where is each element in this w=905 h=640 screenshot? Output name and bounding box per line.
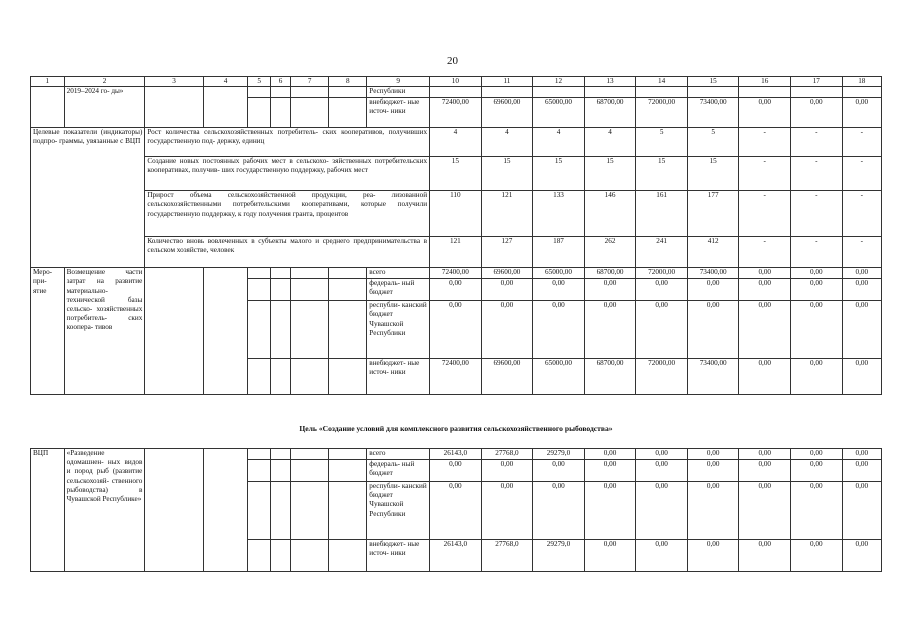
value-cell: -: [739, 237, 791, 268]
empty-cell: [203, 268, 248, 395]
value-cell: 68700,00: [584, 98, 636, 128]
empty-cell: [329, 87, 367, 98]
target-row: [31, 191, 882, 237]
value-cell: 0,00: [481, 279, 533, 301]
value-cell: 0,00: [739, 540, 791, 572]
value-cell: 0,00: [842, 540, 881, 572]
empty-cell: [270, 87, 290, 98]
value-cell: 73400,00: [687, 359, 739, 395]
value-cell: 72400,00: [430, 359, 482, 395]
value-cell: 26143,0: [430, 449, 482, 460]
value-cell: 0,00: [481, 301, 533, 359]
empty-cell: [291, 359, 329, 395]
value-cell: 127: [481, 237, 533, 268]
empty-cell: [145, 449, 203, 572]
empty-cell: [584, 87, 636, 98]
empty-cell: [481, 87, 533, 98]
column-number-cell: 12: [533, 77, 585, 87]
value-cell: 0,00: [842, 301, 881, 359]
column-number-cell: 4: [203, 77, 248, 87]
value-cell: 72400,00: [430, 98, 482, 128]
value-cell: 0,00: [636, 540, 688, 572]
empty-cell: [270, 540, 290, 572]
value-cell: 0,00: [584, 460, 636, 482]
value-cell: 0,00: [739, 301, 791, 359]
target-indicator-cell: Прирост объема сельскохозяйственной продукции, реа- лизованной сельскохозяйственными потребительскими кооперативами, которые получили государственную поддержку, к году получения гранта, процентов: [145, 191, 430, 237]
value-cell: 15: [533, 157, 585, 191]
value-cell: 5: [636, 128, 688, 157]
empty-cell: [329, 359, 367, 395]
value-cell: 0,00: [533, 460, 585, 482]
value-cell: -: [791, 128, 843, 157]
value-cell: 121: [481, 191, 533, 237]
value-cell: 0,00: [533, 279, 585, 301]
value-cell: 4: [430, 128, 482, 157]
empty-cell: [636, 87, 688, 98]
header-row: [31, 77, 882, 87]
value-cell: 177: [687, 191, 739, 237]
value-cell: 27768,0: [481, 449, 533, 460]
value-cell: 133: [533, 191, 585, 237]
value-cell: 65000,00: [533, 359, 585, 395]
value-cell: 0,00: [636, 279, 688, 301]
empty-cell: [533, 87, 585, 98]
value-cell: 15: [584, 157, 636, 191]
value-cell: 0,00: [739, 279, 791, 301]
value-cell: 15: [636, 157, 688, 191]
value-cell: 0,00: [636, 449, 688, 460]
value-cell: 0,00: [842, 98, 881, 128]
value-cell: 0,00: [584, 482, 636, 540]
value-cell: 0,00: [739, 482, 791, 540]
table-row: [31, 87, 882, 98]
empty-cell: [329, 98, 367, 128]
value-cell: 0,00: [584, 301, 636, 359]
value-cell: 69600,00: [481, 98, 533, 128]
empty-cell: [145, 87, 203, 128]
value-cell: 0,00: [636, 301, 688, 359]
value-cell: 0,00: [739, 449, 791, 460]
value-cell: 0,00: [791, 449, 843, 460]
value-cell: 0,00: [584, 449, 636, 460]
value-cell: 72000,00: [636, 98, 688, 128]
empty-cell: [248, 482, 270, 540]
empty-cell: [329, 540, 367, 572]
value-cell: 65000,00: [533, 268, 585, 279]
empty-cell: [430, 87, 482, 98]
empty-cell: [291, 449, 329, 460]
measure-name-cell: Возмещение части затрат на развитие материально- технической базы сельско- хозяйственных потребитель- ских коопера- тивов: [64, 268, 145, 395]
empty-cell: [329, 482, 367, 540]
column-number-cell: 9: [367, 77, 430, 87]
empty-cell: [291, 482, 329, 540]
target-row: [31, 157, 882, 191]
budget-table-main: [30, 76, 882, 395]
empty-cell: [248, 87, 270, 98]
value-cell: 0,00: [791, 301, 843, 359]
value-cell: 73400,00: [687, 268, 739, 279]
empty-cell: [248, 98, 270, 128]
value-cell: -: [791, 157, 843, 191]
column-number-cell: 15: [687, 77, 739, 87]
value-cell: 0,00: [687, 301, 739, 359]
empty-cell: [329, 460, 367, 482]
empty-cell: [270, 449, 290, 460]
column-number-cell: 6: [270, 77, 290, 87]
value-cell: 0,00: [791, 540, 843, 572]
value-cell: 110: [430, 191, 482, 237]
empty-cell: [248, 279, 270, 301]
value-cell: 121: [430, 237, 482, 268]
value-cell: 0,00: [533, 301, 585, 359]
page-number: 20: [447, 55, 458, 67]
empty-cell: [248, 540, 270, 572]
value-cell: 68700,00: [584, 268, 636, 279]
value-cell: 0,00: [687, 482, 739, 540]
funding-row: [31, 268, 882, 279]
funding-row: [31, 449, 882, 460]
value-cell: 72000,00: [636, 359, 688, 395]
empty-cell: [329, 279, 367, 301]
value-cell: -: [842, 191, 881, 237]
value-cell: 412: [687, 237, 739, 268]
empty-cell: [270, 482, 290, 540]
value-cell: 68700,00: [584, 359, 636, 395]
targets-label-cell: Целевые показатели (индикаторы) подпро- граммы, увязанные с ВЦП: [31, 128, 145, 268]
funding-source-cell: внебюджет- ные источ- ники: [367, 359, 430, 395]
value-cell: 146: [584, 191, 636, 237]
value-cell: 0,00: [584, 540, 636, 572]
goal-title: Цель «Создание условий для комплексного развития сельскохозяйственного рыбоводства»: [299, 424, 613, 433]
value-cell: 0,00: [687, 460, 739, 482]
value-cell: 65000,00: [533, 98, 585, 128]
value-cell: 0,00: [739, 460, 791, 482]
column-number-cell: 13: [584, 77, 636, 87]
column-number-cell: 11: [481, 77, 533, 87]
funding-source-cell: республи- канский бюджет Чувашской Республики: [367, 301, 430, 359]
value-cell: -: [791, 237, 843, 268]
empty-cell: [791, 87, 843, 98]
value-cell: 262: [584, 237, 636, 268]
value-cell: 0,00: [842, 482, 881, 540]
value-cell: 15: [687, 157, 739, 191]
value-cell: -: [842, 128, 881, 157]
column-number-cell: 2: [64, 77, 145, 87]
empty-cell: [329, 449, 367, 460]
value-cell: 0,00: [636, 460, 688, 482]
value-cell: 0,00: [430, 279, 482, 301]
empty-cell: [248, 268, 270, 279]
value-cell: 0,00: [584, 279, 636, 301]
value-cell: 15: [481, 157, 533, 191]
column-number-cell: 16: [739, 77, 791, 87]
empty-cell: [270, 301, 290, 359]
column-number-cell: 5: [248, 77, 270, 87]
column-number-cell: 10: [430, 77, 482, 87]
funding-source-cell: внебюджет- ные источ- ники: [367, 98, 430, 128]
empty-cell: [270, 268, 290, 279]
empty-cell: [329, 268, 367, 279]
value-cell: 0,00: [481, 460, 533, 482]
target-indicator-cell: Рост количества сельскохозяйственных потребитель- ских кооперативов, получивших государственную под- держку, единиц: [145, 128, 430, 157]
value-cell: 0,00: [739, 359, 791, 395]
value-cell: 5: [687, 128, 739, 157]
value-cell: 0,00: [430, 301, 482, 359]
value-cell: -: [842, 237, 881, 268]
value-cell: -: [739, 191, 791, 237]
empty-cell: [248, 449, 270, 460]
empty-cell: [270, 279, 290, 301]
empty-cell: [687, 87, 739, 98]
value-cell: 0,00: [842, 460, 881, 482]
value-cell: 0,00: [636, 482, 688, 540]
empty-cell: [291, 268, 329, 279]
budget-table-fishery: [30, 448, 882, 572]
value-cell: 69600,00: [481, 359, 533, 395]
value-cell: 0,00: [533, 482, 585, 540]
value-cell: 72000,00: [636, 268, 688, 279]
empty-cell: [203, 87, 248, 128]
value-cell: 0,00: [739, 268, 791, 279]
empty-cell: [248, 359, 270, 395]
empty-cell: [291, 301, 329, 359]
column-number-cell: 3: [145, 77, 203, 87]
value-cell: 241: [636, 237, 688, 268]
empty-cell: [291, 540, 329, 572]
column-number-cell: 7: [291, 77, 329, 87]
value-cell: 27768,0: [481, 540, 533, 572]
empty-cell: [145, 268, 203, 395]
column-number-cell: 1: [31, 77, 65, 87]
value-cell: 0,00: [791, 98, 843, 128]
empty-cell: [842, 87, 881, 98]
target-row: [31, 128, 882, 157]
funding-source-cell: республи- канский бюджет Чувашской Республики: [367, 482, 430, 540]
value-cell: 15: [430, 157, 482, 191]
value-cell: 0,00: [791, 268, 843, 279]
funding-source-cell: всего: [367, 449, 430, 460]
empty-cell: [248, 301, 270, 359]
column-number-cell: 18: [842, 77, 881, 87]
empty-cell: [270, 460, 290, 482]
vcp-label-cell: ВЦП: [31, 449, 65, 572]
value-cell: 0,00: [791, 460, 843, 482]
value-cell: 0,00: [791, 359, 843, 395]
value-cell: 0,00: [791, 482, 843, 540]
measure-label-cell: Меро- при- ятие: [31, 268, 65, 395]
value-cell: -: [791, 191, 843, 237]
value-cell: -: [842, 157, 881, 191]
value-cell: 73400,00: [687, 98, 739, 128]
empty-cell: [248, 460, 270, 482]
value-cell: 187: [533, 237, 585, 268]
value-cell: 0,00: [791, 279, 843, 301]
value-cell: 0,00: [430, 460, 482, 482]
value-cell: 161: [636, 191, 688, 237]
target-row: [31, 237, 882, 268]
empty-cell: [270, 98, 290, 128]
value-cell: 72400,00: [430, 268, 482, 279]
funding-source-cell: Республики: [367, 87, 430, 98]
value-cell: 0,00: [739, 98, 791, 128]
empty-cell: [31, 87, 65, 128]
empty-cell: [203, 449, 248, 572]
value-cell: 4: [481, 128, 533, 157]
empty-cell: [291, 279, 329, 301]
target-indicator-cell: Количество вновь вовлеченных в субъекты малого и среднего предпринимательства в сельском хозяйстве, человек: [145, 237, 430, 268]
value-cell: 0,00: [687, 449, 739, 460]
value-cell: 4: [584, 128, 636, 157]
column-number-cell: 8: [329, 77, 367, 87]
value-cell: 0,00: [842, 268, 881, 279]
vcp-name-cell: «Разведение одомашнен- ных видов и пород рыб (развитие сельскохозяй- ственного рыбоводства) в Чувашской Республике»: [64, 449, 145, 572]
column-number-cell: 17: [791, 77, 843, 87]
value-cell: 26143,0: [430, 540, 482, 572]
program-name-cell: 2019–2024 го- ды»: [64, 87, 145, 128]
column-number-cell: 14: [636, 77, 688, 87]
empty-cell: [291, 98, 329, 128]
funding-source-cell: всего: [367, 268, 430, 279]
value-cell: 0,00: [687, 540, 739, 572]
empty-cell: [329, 301, 367, 359]
funding-source-cell: внебюджет- ные источ- ники: [367, 540, 430, 572]
target-indicator-cell: Создание новых постоянных рабочих мест в сельскохо- зяйственных потребительских кооперативах, получив- ших государственную поддержку, рабочих мест: [145, 157, 430, 191]
value-cell: -: [739, 128, 791, 157]
value-cell: 29279,0: [533, 540, 585, 572]
value-cell: 0,00: [842, 359, 881, 395]
funding-source-cell: федераль- ный бюджет: [367, 460, 430, 482]
value-cell: 4: [533, 128, 585, 157]
value-cell: 29279,0: [533, 449, 585, 460]
empty-cell: [291, 87, 329, 98]
value-cell: 0,00: [842, 449, 881, 460]
value-cell: -: [739, 157, 791, 191]
value-cell: 69600,00: [481, 268, 533, 279]
value-cell: 0,00: [687, 279, 739, 301]
value-cell: 0,00: [430, 482, 482, 540]
funding-source-cell: федераль- ный бюджет: [367, 279, 430, 301]
empty-cell: [739, 87, 791, 98]
value-cell: 0,00: [481, 482, 533, 540]
empty-cell: [270, 359, 290, 395]
value-cell: 0,00: [842, 279, 881, 301]
empty-cell: [291, 460, 329, 482]
